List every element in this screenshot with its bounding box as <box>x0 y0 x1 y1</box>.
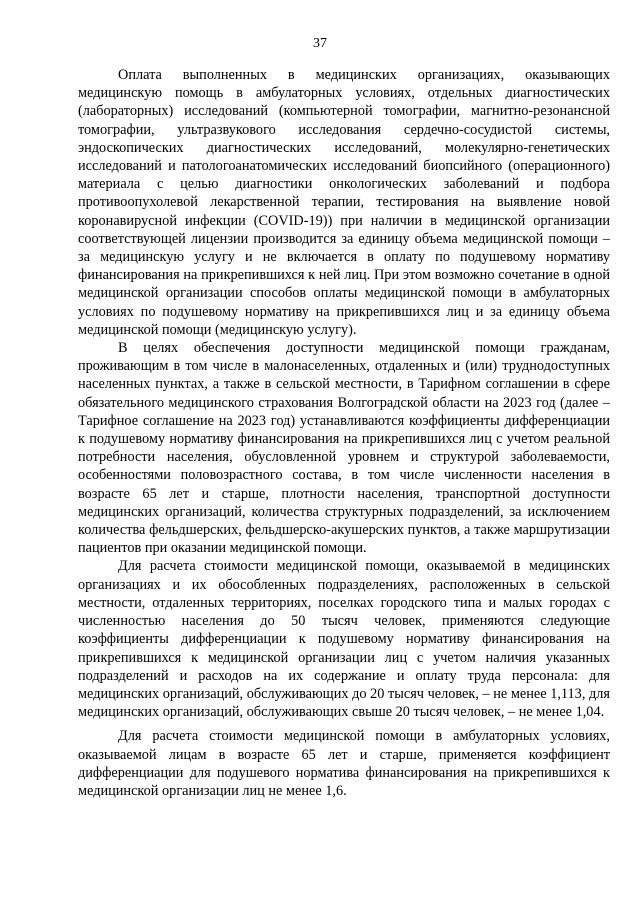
paragraph-rural-coefficients: Для расчета стоимости медицинской помощи, оказываемой в медицинских организациях и их обособленных подразделениях, расположенных в сельской местности, отдаленных территориях, поселках городского типа и малых городах с численностью населения до 50 тысяч человек, применяются следующие коэффициенты дифференциации к подушевому нормативу финансирования на прикрепившихся к медицинской организации лиц с учетом наличия указанных подразделений и расходов на их содержание и оплату труда персонала: для медицинских организаций, обслуживающих до 20 тысяч человек, – не менее 1,113, для медицинских организаций, обслуживающих свыше 20 тысяч человек, – не менее 1,04. <box>78 558 610 721</box>
paragraph-payment-diagnostics: Оплата выполненных в медицинских организациях, оказывающих медицинскую помощь в амбулаторных условиях, отдельных диагностических (лабораторных) исследований (компьютерной томографии, магнитно-резонансной томографии, ультразвукового исследования сердечно-сосудистой системы, эндоскопических диагностических исследований, молекулярно-генетических исследований и патологоанатомических исследований биопсийного (операционного) материала с целью диагностики онкологических заболеваний и подбора противоопухолевой лекарственной терапии, тестирования на выявление новой коронавирусной инфекции (COVID-19)) при наличии в медицинской организации соответствующей лицензии производится за единицу объема медицинской помощи – за медицинскую услугу и не включается в оплату по подушевому нормативу финансирования на прикрепившихся к ней лиц. При этом возможно сочетание в одной медицинской организации способов оплаты медицинской помощи в амбулаторных условиях по подушевому нормативу на прикрепившихся лиц и за единицу объема медицинской помощи (медицинскую услугу). <box>78 67 610 338</box>
paragraph-elderly-coefficient: Для расчета стоимости медицинской помощи в амбулаторных условиях, оказываемой лицам в возрасте 65 лет и старше, применяется коэффициент дифференциации для подушевого норматива финансирования на прикрепившихся к медицинской организации лиц не менее 1,6. <box>78 728 610 799</box>
paragraph-accessibility-coefficients: В целях обеспечения доступности медицинской помощи гражданам, проживающим в том числе в малонаселенных, отдаленных и (или) труднодоступных населенных пунктах, а также в сельской местности, в Тарифном соглашении в сфере обязательного медицинского страхования Волгоградской области на 2023 год (далее – Тарифное соглашение на 2023 год) устанавливаются коэффициенты дифференциации к подушевому нормативу финансирования на прикрепившихся лиц с учетом реальной потребности населения, обусловленной уровнем и структурой заболеваемости, особенностями половозрастного состава, в том числе численности населения в возрасте 65 лет и старше, плотности населения, транспортной доступности медицинских организаций, количества структурных подразделений, за исключением количества фельдшерских, фельдшерско-акушерских пунктов, а также маршрутизации пациентов при оказании медицинской помощи. <box>78 340 610 557</box>
document-body <box>78 66 610 800</box>
page-number: 37 <box>313 36 327 51</box>
